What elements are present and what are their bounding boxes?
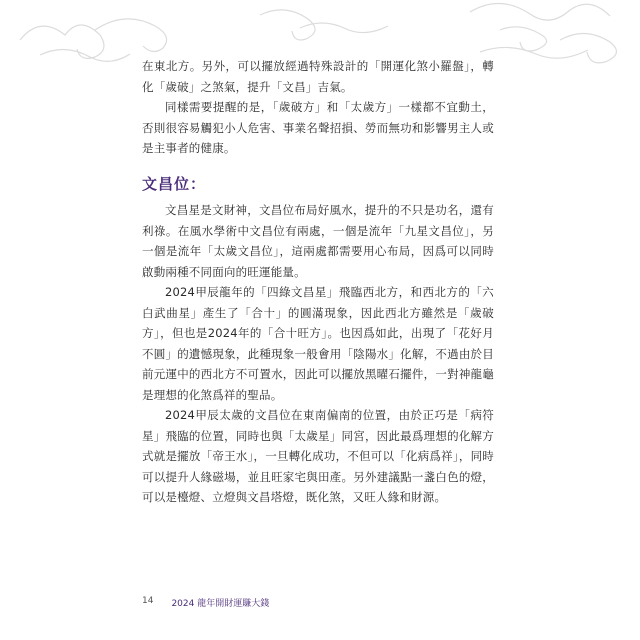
paragraph: 2024甲辰龍年的「四綠文昌星」飛臨西北方，和西北方的「六白武曲星」產生了「合十」的圓滿現象，因此西北方雖然是「歲破方」，但也是2024年的「合十旺方」。也因爲如此，出現了「花好月不圓」的遺憾現象，此種現象一般會用「陰陽水」化解，不過由於目前元運中的西北方不可置水，因此可以擺放黑曜石擺件，一對神龍龜是理想的化煞爲祥的聖品。 [142, 285, 494, 402]
book-title: 2024 龍年開財運賺大錢 [171, 599, 270, 609]
paragraph: 在東北方。另外，可以擺放經過特殊設計的「開運化煞小羅盤」，轉化「歲破」之煞氣，提升「文昌」吉氣。 [142, 59, 494, 94]
paragraph: 同樣需要提醒的是，「歲破方」和「太歲方」一樣都不宜動土，否則很容易觸犯小人危害、事業名聲招損、勞而無功和影響男主人或是主事者的健康。 [142, 100, 494, 155]
section-heading: 文昌位： [142, 175, 207, 193]
top-text-block [142, 56, 494, 159]
page-footer [142, 596, 269, 609]
main-text-block [142, 200, 494, 508]
page-number: 14 [142, 596, 154, 606]
paragraph: 文昌星是文財神，文昌位布局好風水，提升的不只是功名，還有利祿。在風水學術中文昌位有兩處，一個是流年「九星文昌位」，另一個是流年「太歲文昌位」，這兩處都需要用心布局，因爲可以同時啟動兩種不同面向的旺運能量。 [142, 203, 494, 279]
paragraph: 2024甲辰太歲的文昌位在東南偏南的位置，由於正巧是「病符星」飛臨的位置，同時也與「太歲星」同宮，因此最爲理想的化解方式就是擺放「帝王水」，一旦轉化成功，不但可以「化病爲祥」，同時可以提升人緣磁場，並且旺家宅與田產。另外建議點一盞白色的燈，可以是檯燈、立燈與文昌塔燈，既化煞，又旺人緣和財源。 [142, 408, 494, 504]
